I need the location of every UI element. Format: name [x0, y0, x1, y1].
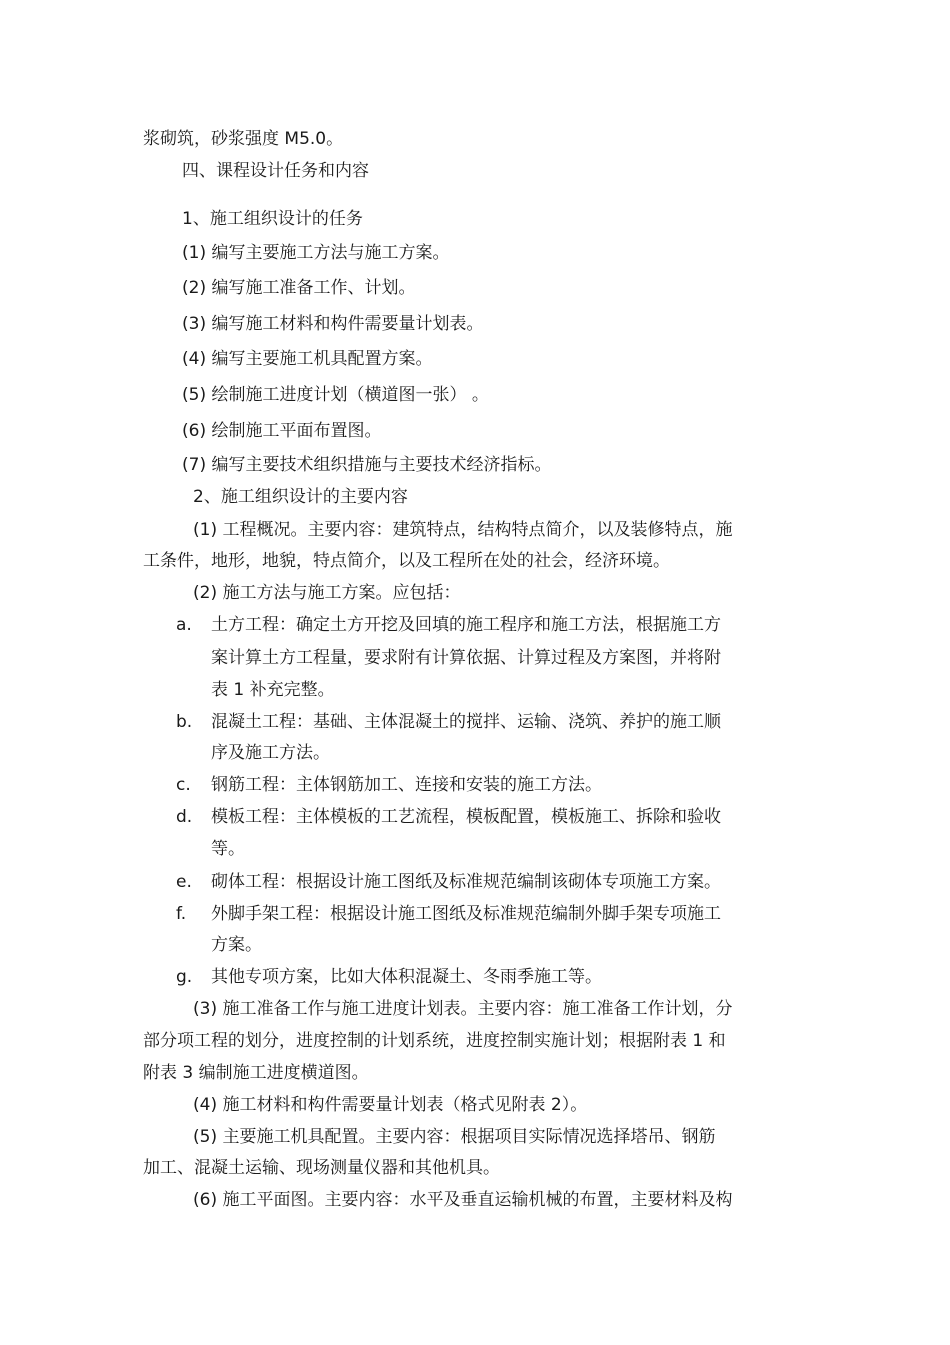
list-marker: b.: [176, 712, 193, 732]
paragraph-line: 加工、混凝土运输、现场测量仪器和其他机具。: [143, 1158, 500, 1178]
paragraph-line: 工条件，地形，地貌，特点简介，以及工程所在处的社会，经济环境。: [143, 551, 670, 571]
list-marker: f.: [176, 904, 187, 924]
list-item-text: 模板工程：主体模板的工艺流程，模板配置，模板施工、拆除和验收: [211, 807, 721, 827]
list-item-text: 等。: [211, 839, 245, 859]
list-item: (7) 编写主要技术组织措施与主要技术经济指标。: [182, 455, 552, 475]
list-marker: e.: [176, 872, 192, 892]
list-item: (3) 编写施工材料和构件需要量计划表。: [182, 314, 484, 334]
list-marker: a.: [176, 615, 192, 635]
list-item-text: 砌体工程：根据设计施工图纸及标准规范编制该砌体专项施工方案。: [211, 872, 721, 892]
section-heading: 四、课程设计任务和内容: [182, 161, 369, 181]
list-marker: d.: [176, 807, 193, 827]
paragraph-line: 附表 3 编制施工进度横道图。: [143, 1063, 369, 1083]
list-item: (6) 绘制施工平面布置图。: [182, 421, 382, 441]
paragraph-line: (5) 主要施工机具配置。主要内容：根据项目实际情况选择塔吊、钢筋: [193, 1127, 716, 1147]
paragraph-line: (3) 施工准备工作与施工进度计划表。主要内容：施工准备工作计划，分: [193, 999, 733, 1019]
text-line: 浆砌筑，砂浆强度 M5.0。: [143, 129, 344, 149]
list-item-text: 案计算土方工程量，要求附有计算依据、计算过程及方案图，并将附: [211, 648, 721, 668]
subsection-heading: 1、施工组织设计的任务: [182, 209, 363, 229]
list-item-text: 钢筋工程：主体钢筋加工、连接和安装的施工方法。: [211, 775, 602, 795]
subsection-heading: 2、施工组织设计的主要内容: [193, 487, 408, 507]
paragraph-line: (1) 工程概况。主要内容：建筑特点，结构特点简介，以及装修特点，施: [193, 520, 733, 540]
list-item: (2) 编写施工准备工作、计划。: [182, 278, 416, 298]
list-item-text: 方案。: [211, 935, 262, 955]
list-item: (4) 编写主要施工机具配置方案。: [182, 349, 433, 369]
paragraph-line: 部分项工程的划分，进度控制的计划系统，进度控制实施计划；根据附表 1 和: [143, 1031, 726, 1051]
list-item-text: 混凝土工程：基础、主体混凝土的搅拌、运输、浇筑、养护的施工顺: [211, 712, 721, 732]
list-item-text: 土方工程：确定土方开挖及回填的施工程序和施工方法，根据施工方: [211, 615, 721, 635]
list-item-text: 序及施工方法。: [211, 743, 330, 763]
list-item: (5) 绘制施工进度计划（横道图一张） 。: [182, 385, 489, 405]
list-marker: g.: [176, 967, 193, 987]
paragraph-line: (6) 施工平面图。主要内容：水平及垂直运输机械的布置，主要材料及构: [193, 1190, 733, 1210]
paragraph-line: (2) 施工方法与施工方案。应包括：: [193, 583, 461, 603]
list-item-text: 其他专项方案，比如大体积混凝土、冬雨季施工等。: [211, 967, 602, 987]
list-item-text: 外脚手架工程：根据设计施工图纸及标准规范编制外脚手架专项施工: [211, 904, 721, 924]
list-marker: c.: [176, 775, 191, 795]
list-item: (1) 编写主要施工方法与施工方案。: [182, 243, 450, 263]
paragraph-line: (4) 施工材料和构件需要量计划表（格式见附表 2）。: [193, 1095, 588, 1115]
list-item-text: 表 1 补充完整。: [211, 680, 335, 700]
